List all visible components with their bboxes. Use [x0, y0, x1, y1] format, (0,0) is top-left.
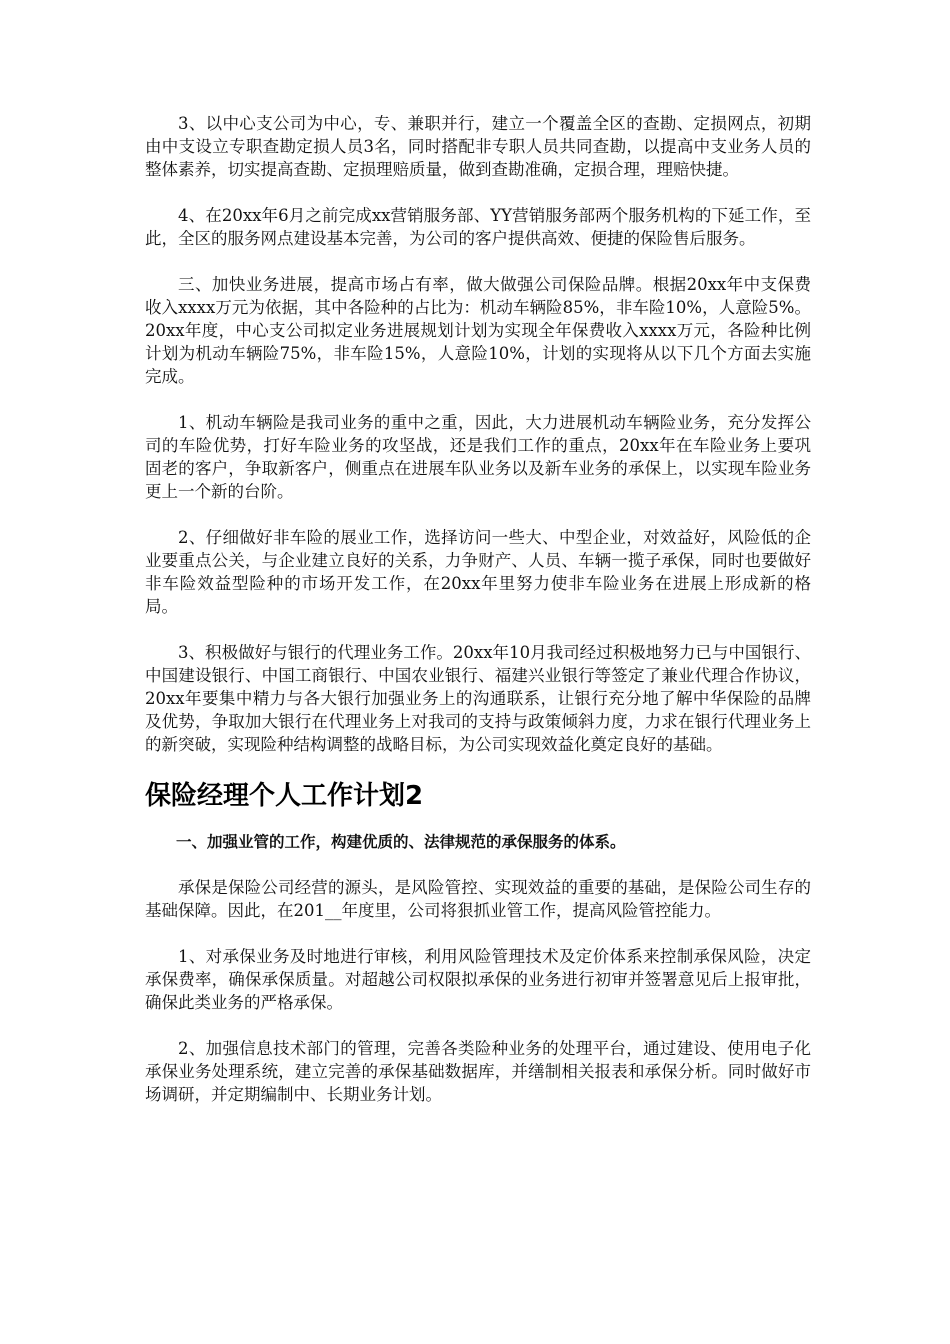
- paragraph-underwriting-review: 1、对承保业务及时地进行审核，利用风险管理技术及定价体系来控制承保风险，决定承保费率，确保承保质量。对超越公司权限拟承保的业务进行初审并签署意见后上报审批，确保此类业务的严格承保。: [145, 947, 811, 1012]
- section-subheading: 一、加强业管的工作，构建优质的、法律规范的承保服务的体系。: [176, 833, 626, 851]
- paragraph-it-management: 2、加强信息技术部门的管理，完善各类险种业务的处理平台，通过建设、使用电子化承保业务处理系统，建立完善的承保基础数据库，并缮制相关报表和承保分析。同时做好市场调研，并定期编制中、长期业务计划。: [145, 1039, 811, 1104]
- paragraph-checking-network: 3、以中心支公司为中心，专、兼职并行，建立一个覆盖全区的查勘、定损网点，初期由中支设立专职查勘定损人员3名，同时搭配非专职人员共同查勘，以提高中支业务人员的整体素养，切实提高查勘、定损理赔质量，做到查勘准确，定损合理，理赔快捷。: [145, 114, 811, 179]
- paragraph-motor-insurance: 1、机动车辆险是我司业务的重中之重，因此，大力进展机动车辆险业务，充分发挥公司的车险优势，打好车险业务的攻坚战，还是我们工作的重点，20xx年在车险业务上要巩固老的客户，争取新客户，侧重点在进展车队业务以及新车业务的承保上，以实现车险业务更上一个新的台阶。: [145, 413, 811, 501]
- paragraph-non-motor: 2、仔细做好非车险的展业工作，选择访问一些大、中型企业，对效益好，风险低的企业要重点公关，与企业建立良好的关系，力争财产、人员、车辆一揽子承保，同时也要做好非车险效益型险种的市场开发工作，在20xx年里努力使非车险业务在进展上形成新的格局。: [145, 528, 811, 616]
- paragraph-business-growth: 三、加快业务进展，提高市场占有率，做大做强公司保险品牌。根据20xx年中支保费收入xxxx万元为依据，其中各险种的占比为：机动车辆险85%，非车险10%，人意险5%。20xx年度，中心支公司拟定业务进展规划计划为实现全年保费收入xxxx万元，各险种比例计划为机动车辆险75%，非车险15%，人意险10%，计划的实现将从以下几个方面去实施完成。: [145, 275, 811, 386]
- paragraph-bank-agency: 3、积极做好与银行的代理业务工作。20xx年10月我司经过积极地努力已与中国银行、中国建设银行、中国工商银行、中国农业银行、福建兴业银行等签定了兼业代理合作协议，20xx年要集中精力与各大银行加强业务上的沟通联系，让银行充分地了解中华保险的品牌及优势，争取加大银行在代理业务上对我司的支持与政策倾斜力度，力求在银行代理业务上的新突破，实现险种结构调整的战略目标，为公司实现效益化奠定良好的基础。: [145, 643, 811, 754]
- paragraph-service-outlets: 4、在20xx年6月之前完成xx营销服务部、YY营销服务部两个服务机构的下延工作，至此，全区的服务网点建设基本完善，为公司的客户提供高效、便捷的保险售后服务。: [145, 206, 811, 248]
- section-title: 保险经理个人工作计划2: [145, 781, 424, 811]
- document-page: [145, 112, 811, 1129]
- paragraph-underwriting-intro: 承保是保险公司经营的源头，是风险管控、实现效益的重要的基础，是保险公司生存的基础保障。因此，在201__年度里，公司将狠抓业管工作，提高风险管控能力。: [145, 878, 811, 920]
